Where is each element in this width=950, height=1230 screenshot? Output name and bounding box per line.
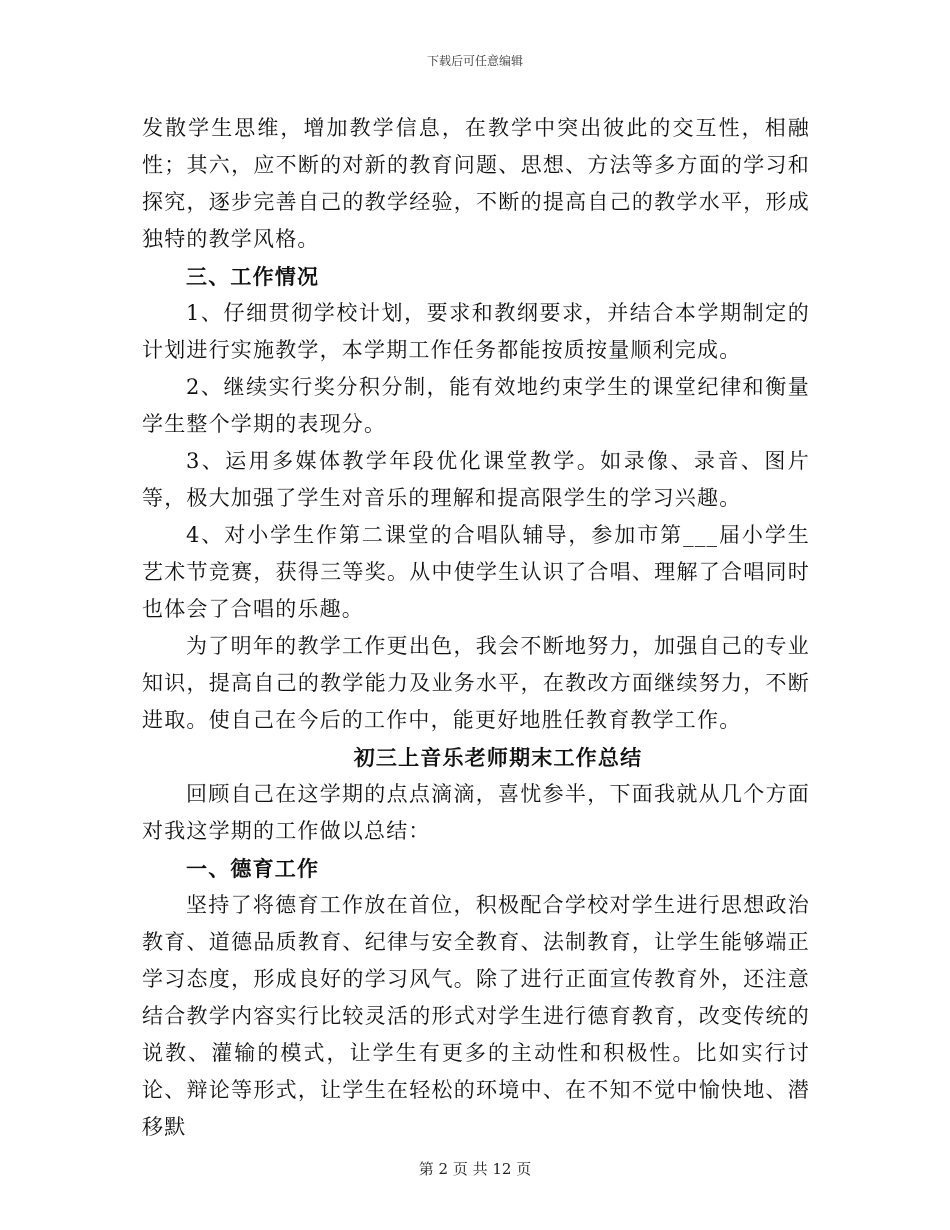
intro-paragraph: 回顾自己在这学期的点点滴滴，喜忧参半，下面我就从几个方面对我这学期的工作做以总结： [142, 782, 810, 843]
work-item-2: 2、继续实行奖分积分制，能有效地约束学生的课堂纪律和衡量学生整个学期的表现分。 [142, 375, 810, 436]
document-title: 初三上音乐老师期末工作总结 [353, 745, 643, 770]
document-body [142, 110, 810, 1146]
section-heading-work: 三、工作情况 [186, 264, 320, 289]
paragraph-continuation: 发散学生思维，增加教学信息，在教学中突出彼此的交互性，相融性；其六，应不断的对新的教育问题、思想、方法等多方面的学习和探究，逐步完善自己的教学经验，不断的提高自己的教学水平，形成独特的教学风格。 [142, 116, 810, 251]
work-item-4: 4、对小学生作第二课堂的合唱队辅导，参加市第___届小学生艺术节竞赛，获得三等奖。从中使学生认识了合唱、理解了合唱同时也体会了合唱的乐趣。 [142, 523, 810, 621]
section-heading-moral: 一、德育工作 [186, 856, 320, 881]
work-item-3: 3、运用多媒体教学年段优化课堂教学。如录像、录音、图片等，极大加强了学生对音乐的理解和提高限学生的学习兴趣。 [142, 449, 810, 510]
moral-education-paragraph: 坚持了将德育工作放在首位，积极配合学校对学生进行思想政治教育、道德品质教育、纪律与安全教育、法制教育，让学生能够端正学习态度，形成良好的学习风气。除了进行正面宣传教育外，还注意结合教学内容实行比较灵活的形式对学生进行德育教育，改变传统的说教、灌输的模式，让学生有更多的主动性和积极性。比如实行讨论、辩论等形式，让学生在轻松的环境中、在不知不觉中愉快地、潜移默 [142, 893, 810, 1139]
page-header: 下载后可任意编辑 [426, 54, 523, 68]
work-item-1: 1、仔细贯彻学校计划，要求和教纲要求，并结合本学期制定的计划进行实施教学，本学期工作任务都能按质按量顺利完成。 [142, 301, 810, 362]
closing-paragraph: 为了明年的教学工作更出色，我会不断地努力，加强自己的专业知识，提高自己的教学能力及业务水平，在教改方面继续努力，不断进取。使自己在今后的工作中，能更好地胜任教育教学工作。 [142, 634, 810, 732]
page-footer: 第 2 页 共 12 页 [418, 1160, 532, 1178]
